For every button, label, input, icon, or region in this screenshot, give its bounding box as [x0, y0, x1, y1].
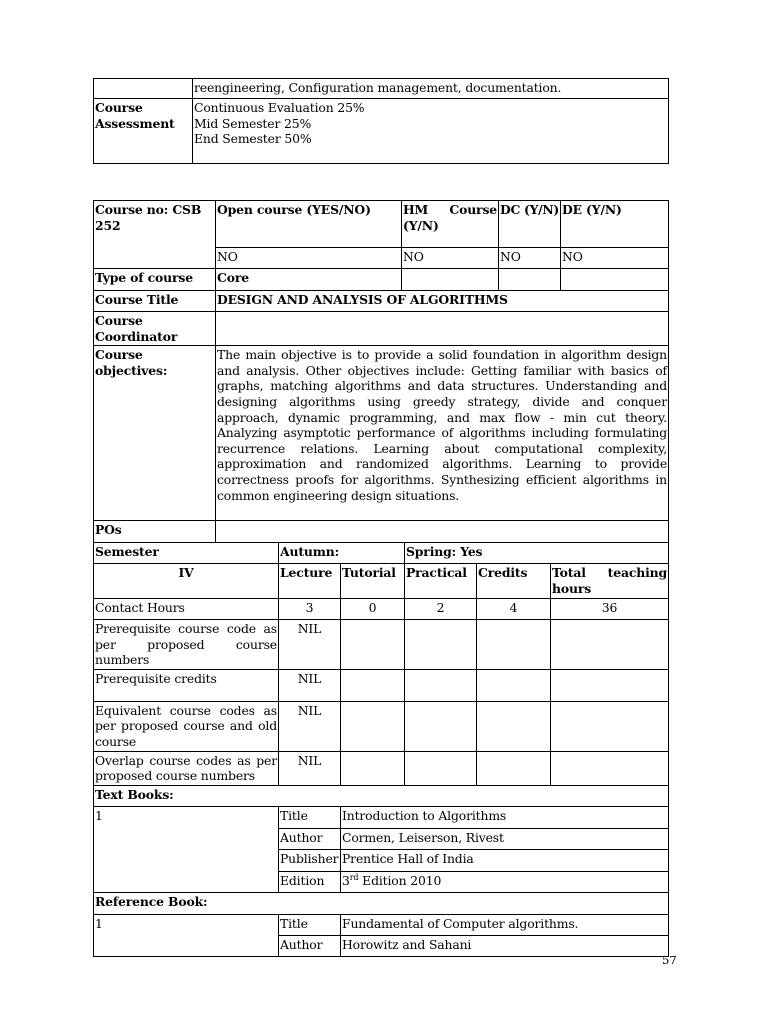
practical-header: Practical [405, 564, 477, 599]
course-objectives-text: The main objective is to provide a solid foundation in algorithm design and analysis. Other objectives include: Getting familiar with basics of graphs, matching algorithms and data structures. Understanding and designing algorithms using greedy strategy, divide and conquer approach, dynamic programming, and max flow - min cut theory. Analyzing asymptotic performance of algorithms including formulating recurrence relations. Learning about computational complexity, approximation and randomized algorithms. Learning to provide correctness proofs for algorithms. Synthesizing efficient algorithms in common engineering design situations. [216, 346, 669, 521]
prerequisite-credits-label: Prerequisite credits [94, 669, 279, 701]
empty-cell [551, 751, 669, 785]
course-coordinator-value [216, 312, 669, 346]
reference-book-label: Reference Book: [94, 892, 669, 914]
assessment-item: Mid Semester 25% [194, 115, 312, 131]
text-book-edition: 3rd Edition 2010 [341, 871, 669, 892]
credits-header: Credits [477, 564, 551, 599]
text-book-author-label: Author [279, 828, 341, 849]
empty-cell [477, 751, 551, 785]
empty-cell [551, 620, 669, 670]
type-of-course-label: Type of course [94, 269, 216, 291]
course-no-label: Course no: CSB 252 [94, 201, 216, 269]
dc-header: DC (Y/N) [499, 201, 561, 248]
empty-cell [341, 669, 405, 701]
course-coordinator-label: Course Coordinator [94, 312, 216, 346]
course-info-table [93, 200, 669, 543]
empty-cell [477, 701, 551, 751]
reference-book-author: Horowitz and Sahani [341, 935, 669, 956]
total-hours-header: Total teaching hours [551, 564, 669, 599]
autumn-label: Autumn: [279, 543, 405, 564]
empty-cell [477, 669, 551, 701]
course-objectives-label: Course objectives: [94, 346, 216, 521]
de-value: NO [561, 248, 669, 269]
page-number: 57 [662, 953, 677, 967]
text-books-label: Text Books: [94, 785, 669, 806]
text-book-author: Cormen, Leiserson, Rivest [341, 828, 669, 849]
empty-cell [94, 79, 193, 99]
empty-cell [499, 269, 561, 291]
assessment-table [93, 78, 669, 164]
empty-cell [405, 701, 477, 751]
lecture-hours: 3 [279, 599, 341, 620]
equivalent-codes-value: NIL [279, 701, 341, 751]
reference-book-title: Fundamental of Computer algorithms. [341, 914, 669, 935]
empty-cell [341, 620, 405, 670]
assessment-item: Continuous Evaluation 25% [194, 100, 365, 115]
prerequisite-code-value: NIL [279, 620, 341, 670]
text-book-edition-label: Edition [279, 871, 341, 892]
semester-table [93, 542, 669, 957]
practical-hours: 2 [405, 599, 477, 620]
empty-cell [561, 269, 669, 291]
assessment-item: End Semester 50% [194, 131, 312, 147]
empty-cell [341, 751, 405, 785]
prerequisite-credits-value: NIL [279, 669, 341, 701]
semester-value: IV [94, 564, 279, 599]
type-of-course-value: Core [216, 269, 402, 291]
text-book-publisher: Prentice Hall of India [341, 849, 669, 871]
reference-book-author-label: Author [279, 935, 341, 956]
empty-cell [341, 701, 405, 751]
text-book-index: 1 [94, 806, 279, 892]
reference-book-title-label: Title [279, 914, 341, 935]
total-hours-value: 36 [551, 599, 669, 620]
empty-cell [477, 620, 551, 670]
semester-label: Semester [94, 543, 279, 564]
empty-cell [405, 620, 477, 670]
course-assessment-label: Course Assessment [94, 99, 193, 164]
text-book-publisher-label: Publisher [279, 849, 341, 871]
course-title-value: DESIGN AND ANALYSIS OF ALGORITHMS [216, 291, 669, 312]
equivalent-codes-label: Equivalent course codes as per proposed course and old course [94, 701, 279, 751]
open-course-header: Open course (YES/NO) [216, 201, 402, 248]
course-title-label: Course Title [94, 291, 216, 312]
pos-label: POs [94, 521, 216, 543]
course-assessment-values [193, 99, 669, 164]
spring-label: Spring: Yes [405, 543, 669, 564]
tutorial-header: Tutorial [341, 564, 405, 599]
overlap-codes-value: NIL [279, 751, 341, 785]
tutorial-hours: 0 [341, 599, 405, 620]
contact-hours-label: Contact Hours [94, 599, 279, 620]
prerequisite-code-label: Prerequisite course code as per proposed course numbers [94, 620, 279, 670]
hm-course-header: HM Course (Y/N) [402, 201, 499, 248]
open-course-value: NO [216, 248, 402, 269]
empty-cell [551, 701, 669, 751]
lecture-header: Lecture [279, 564, 341, 599]
pos-value [216, 521, 669, 543]
reference-book-index: 1 [94, 914, 279, 956]
empty-cell [405, 669, 477, 701]
hm-course-value: NO [402, 248, 499, 269]
previous-row-text: reengineering, Configuration management, documentation. [193, 79, 669, 99]
empty-cell [551, 669, 669, 701]
empty-cell [402, 269, 499, 291]
empty-cell [405, 751, 477, 785]
text-book-title: Introduction to Algorithms [341, 806, 669, 828]
overlap-codes-label: Overlap course codes as per proposed course numbers [94, 751, 279, 785]
credits-value: 4 [477, 599, 551, 620]
text-book-title-label: Title [279, 806, 341, 828]
dc-value: NO [499, 248, 561, 269]
de-header: DE (Y/N) [561, 201, 669, 248]
